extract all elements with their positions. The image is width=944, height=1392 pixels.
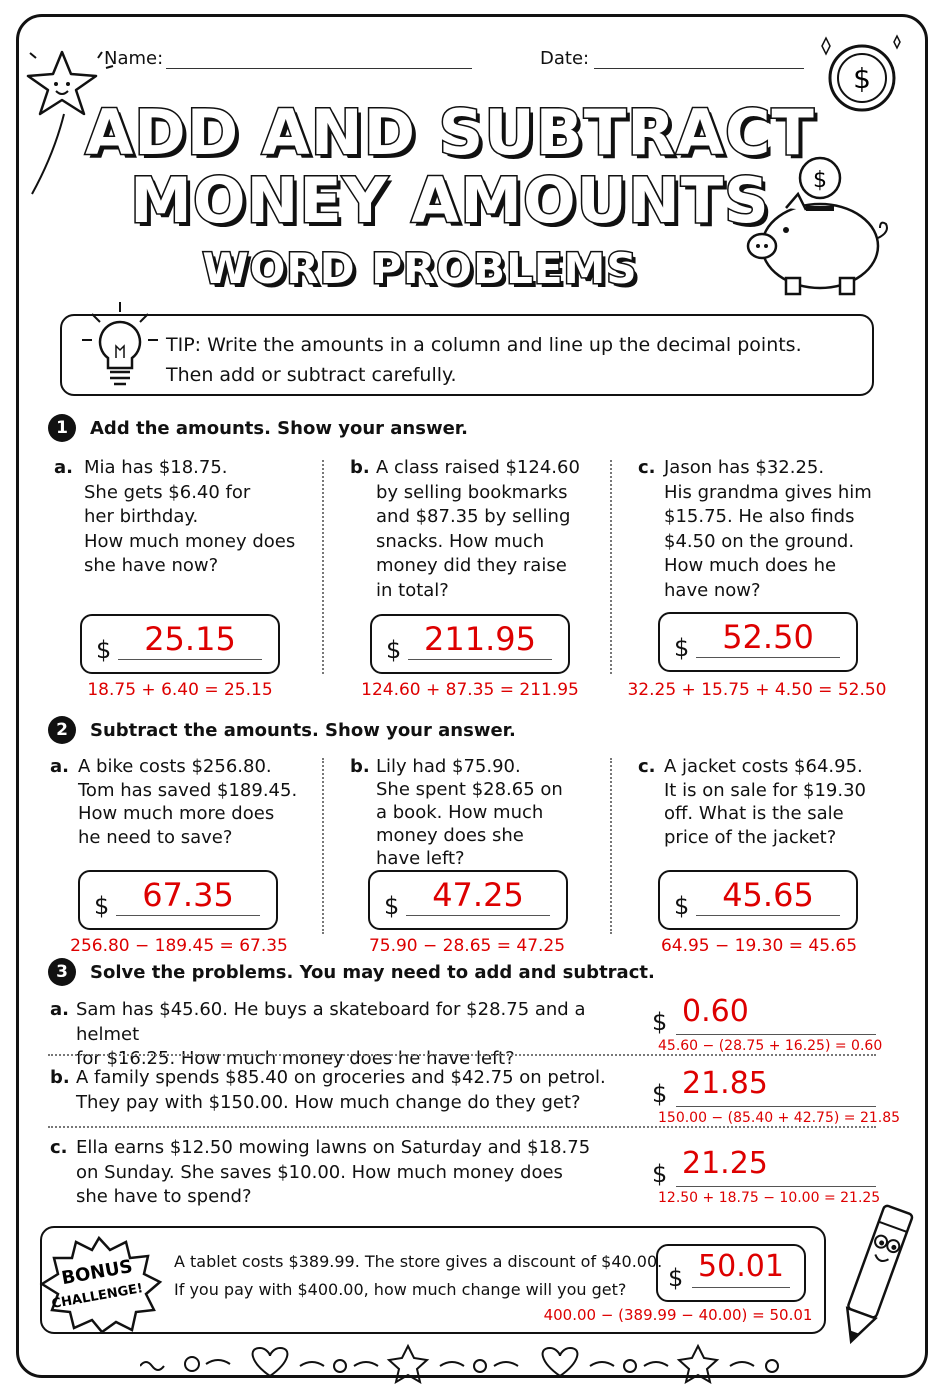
answer-line (676, 1034, 876, 1035)
answer-value: 21.25 (682, 1146, 768, 1181)
bonus-answer-box[interactable] (656, 1244, 806, 1302)
date-field[interactable] (594, 68, 804, 69)
lightbulb-icon (80, 300, 160, 394)
answer-value: 45.65 (696, 877, 840, 916)
s2-answer-box-a[interactable] (78, 870, 278, 930)
bonus-badge (34, 1234, 164, 1334)
problem-text: Mia has $18.75. She gets $6.40 for her birthday. How much money does she have now? (84, 457, 296, 576)
dollar-sign: $ (652, 1008, 668, 1036)
answer-value: 50.01 (692, 1249, 790, 1288)
section-2-number: 2 (48, 716, 76, 744)
section-3-number: 3 (48, 958, 76, 986)
dollar-sign: $ (94, 892, 110, 920)
s2-answer-box-c[interactable] (658, 870, 858, 930)
heart-icon (253, 1348, 288, 1376)
answer-line (676, 1186, 876, 1187)
dollar-sign: $ (674, 892, 690, 920)
s1-answer-box-b[interactable] (370, 614, 570, 674)
problem-text: A class raised $124.60 by selling bookmarks and $87.35 by selling snacks. How much money did they raise in total? (376, 457, 580, 601)
problem-text: Jason has $32.25. His grandma gives him $15.75. He also finds $4.50 on the ground. How much does he have now? (664, 457, 872, 601)
bonus-badge-line-1: BONUS (59, 1256, 135, 1290)
answer-value: 25.15 (118, 621, 262, 660)
problem-letter: a. (50, 756, 69, 777)
s1-work-c: 32.25 + 15.75 + 4.50 = 52.50 (627, 680, 887, 700)
problem-letter: b. (350, 457, 370, 478)
dollar-sign: $ (386, 636, 402, 664)
problem-letter: c. (638, 457, 656, 478)
answer-value: 0.60 (682, 994, 749, 1029)
section-3-heading: Solve the problems. You may need to add and subtract. (90, 962, 655, 983)
answer-value: 47.25 (406, 877, 550, 916)
row-divider (48, 1054, 876, 1056)
answer-value: 52.50 (696, 619, 840, 658)
s1-answer-box-c[interactable] (658, 612, 858, 672)
dollar-sign: $ (652, 1160, 668, 1188)
s1-work-b: 124.60 + 87.35 = 211.95 (361, 680, 579, 700)
s2-work-c: 64.95 − 19.30 = 45.65 (660, 936, 858, 956)
star-icon (389, 1346, 427, 1382)
tip-line-1: TIP: Write the amounts in a column and line up the decimal points. (166, 334, 802, 356)
dollar-sign: $ (674, 634, 690, 662)
answer-value: 21.85 (682, 1066, 768, 1101)
s3-work-a: 45.60 − (28.75 + 16.25) = 0.60 (658, 1038, 883, 1054)
s3-work-c: 12.50 + 18.75 − 10.00 = 21.25 (658, 1190, 881, 1206)
problem-letter: c. (50, 1137, 68, 1158)
section-2-heading: Subtract the amounts. Show your answer. (90, 720, 516, 741)
problem-text: Sam has $45.60. He buys a skateboard for $28.75 and a helmet for $16.25. How much money does he have left? (76, 999, 586, 1069)
s1-work-a: 18.75 + 6.40 = 25.15 (87, 680, 273, 700)
title-line-2: MONEY AMOUNTS (130, 164, 770, 237)
column-divider (610, 460, 612, 674)
dollar-sign: $ (652, 1080, 668, 1108)
title-line-1: ADD AND SUBTRACT (85, 96, 815, 169)
bonus-badge-line-2: CHALLENGE! (50, 1281, 145, 1312)
problem-letter: b. (50, 1067, 70, 1088)
s2-answer-box-b[interactable] (368, 870, 568, 930)
row-divider (48, 1126, 876, 1128)
answer-value: 67.35 (116, 877, 260, 916)
problem-letter: a. (50, 999, 69, 1020)
problem-letter: b. (350, 756, 370, 777)
pencil-icon (836, 1196, 916, 1356)
column-divider (610, 758, 612, 934)
section-1-number: 1 (48, 414, 76, 442)
column-divider (322, 460, 324, 674)
tip-box (60, 314, 874, 396)
bonus-line-2: If you pay with $400.00, how much change will you get? (174, 1280, 627, 1299)
bonus-work: 400.00 − (389.99 − 40.00) = 50.01 (543, 1306, 813, 1324)
s3-work-b: 150.00 − (85.40 + 42.75) = 21.85 (658, 1110, 901, 1126)
s1-answer-box-a[interactable] (80, 614, 280, 674)
date-label: Date: (540, 48, 590, 69)
dollar-sign: $ (668, 1264, 684, 1292)
heart-icon (543, 1348, 578, 1376)
problem-text: A bike costs $256.80. Tom has saved $189.45. How much more does he need to save? (78, 756, 298, 848)
dollar-sign: $ (384, 892, 400, 920)
piggy-coin-symbol: $ (813, 168, 827, 193)
problem-letter: c. (638, 756, 656, 777)
s2-work-a: 256.80 − 189.45 = 67.35 (70, 936, 288, 956)
tip-line-2: Then add or subtract carefully. (166, 364, 457, 386)
star-icon (679, 1346, 717, 1382)
dollar-sign: $ (96, 636, 112, 664)
s2-work-b: 75.90 − 28.65 = 47.25 (368, 936, 566, 956)
column-divider (322, 758, 324, 934)
title-line-3: WORD PROBLEMS (202, 244, 638, 293)
problem-text: Ella earns $12.50 mowing lawns on Saturday and $18.75 on Sunday. She saves $10.00. How much money does she have to spend? (76, 1137, 591, 1207)
name-label: Name: (104, 48, 164, 69)
section-1-heading: Add the amounts. Show your answer. (90, 418, 468, 439)
answer-line (676, 1106, 876, 1107)
name-field[interactable] (166, 68, 472, 69)
bottom-doodle (140, 1340, 800, 1384)
problem-letter: a. (54, 457, 73, 478)
problem-text: A family spends $85.40 on groceries and $42.75 on petrol. They pay with $150.00. How much change do they get? (76, 1067, 606, 1113)
bonus-line-1: A tablet costs $389.99. The store gives a discount of $40.00. (174, 1252, 663, 1271)
coin-symbol: $ (853, 62, 871, 95)
problem-text: Lily had $75.90. She spent $28.65 on a book. How much money does she have left? (376, 756, 563, 869)
problem-text: A jacket costs $64.95. It is on sale for $19.30 off. What is the sale price of the jacket? (664, 756, 866, 848)
answer-value: 211.95 (408, 621, 552, 660)
